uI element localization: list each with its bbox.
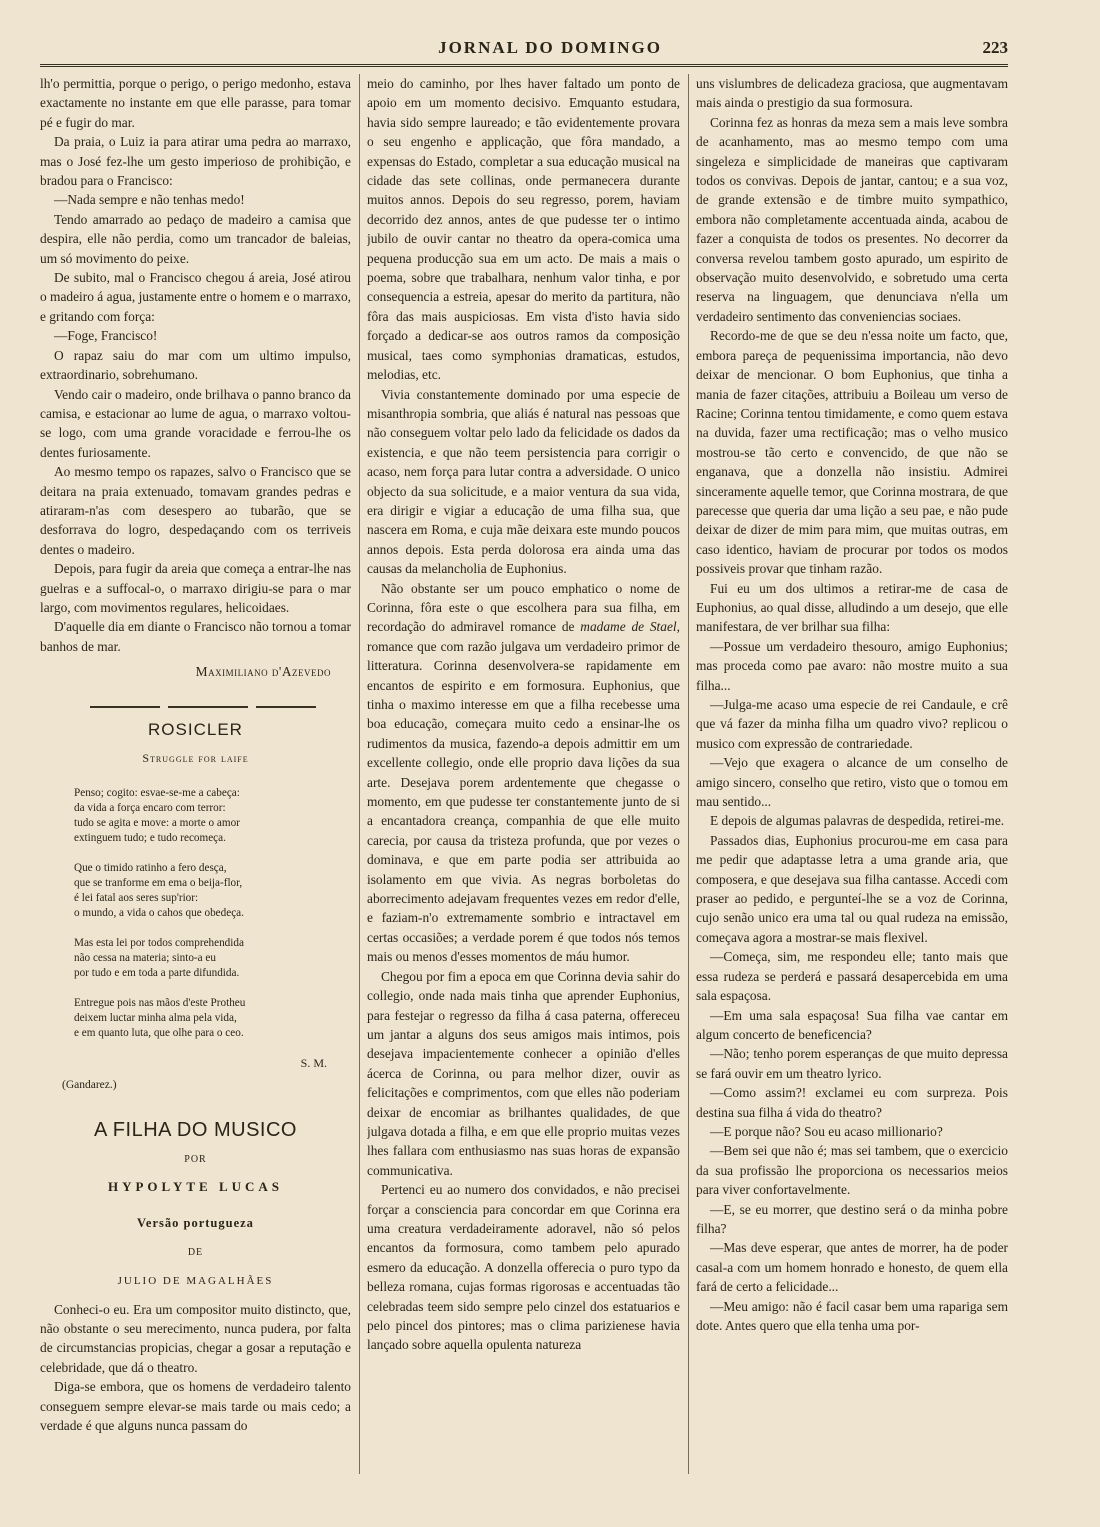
poem-line: que se tranforme em ema o beija-flor, [74,877,243,890]
header-rule [40,64,1008,67]
column-3 [696,74,1008,1474]
article-author: Maximiliano d'Azevedo [195,664,331,680]
poem-signature: S. M. [300,1056,327,1071]
poem-stanza [74,861,351,921]
poem-line: Penso; cogito: esvae-se-me a cabeça: [74,787,240,800]
paragraph: Da praia, o Luiz ia para atirar uma pedra ao marraxo, mas o José fez-lhe um gesto imperioso de prohibição, e bradou para o Francisco: [40,134,351,189]
paragraph: —Mas deve esperar, que antes de morrer, ha de poder casal-a com um homem honrado e honesto, de quem ella fará de certo a felicidade... [696,1240,1008,1295]
paragraph: —Nada sempre e não tenhas medo! [54,192,245,208]
paragraph: Recordo-me de que se deu n'essa noite um facto, que, embora pareça de pequenissima importancia, não devo deixar de mencionar. O bom Euphonius, que tinha a mania de fazer citações, attribuiu a Boileau um verso de Racine; Corinna tentou timidamente, e como quem estava na duvida, fazer uma rectificação; mas o velho musico mostrou-se tão certo e convencido, de que não se enganava, que a donzella não insistiu. Admirei sinceramente aquelle temor, que Corinna mostrara, de que parecesse que queria dar uma lição a seu pae, e não pude deixar de dizer de mim para mim, que muitas outras, em caso identico, haviam de procurar por todos os modos possiveis provar que tinham razão. [696,328,1008,577]
paragraph: Fui eu um dos ultimos a retirar-me de casa de Euphonius, ao qual disse, alludindo a um desejo, que elle manifestara, de ver brilhar sua filha: [696,580,1008,635]
poem-line: por tudo e em toda a parte difundida. [74,967,240,980]
paragraph: Vivia constantemente dominado por uma especie de misanthropia sombria, que aliás é natural nas pessoas que não conseguem voltar pelo lado da felicidade os dados da existencia, e que não teem persistencia para corrigir o acaso, nem força para lutar contra a adversidade. O unico objecto da sua solicitude, e a maior ventura da sua vida, era dirigir e vigiar a educação de uma filha sua, que nascera em Roma, e cuja mãe deixara este mundo poucos annos depois. Esta perda dolorosa era ainda uma das causas da melancholia de Euphonius. [367,386,680,577]
page-header [0,0,1100,70]
poem-stanza [74,996,351,1041]
column-2 [367,74,680,1474]
poem-line: extinguem tudo; e tudo recomeça. [74,832,226,845]
paragraph: meio do caminho, por lhes haver faltado um ponto de apoio em um momento decisivo. Emquanto estudara, havia sido sempre laureado; e tão evidentemente provara o seu engenho e applicação, que fôra mandado, a expensas do Estado, completar a sua educação musical na cidade das sete collinas, onde permanecera durante muitos annos. Depois do seu regresso, porem, haviam decorrido dez annos, antes de que pudesse ter o intimo jubilo de ouvir cantar no theatro da opera-comica uma pequena producção sua em um acto. De mais a mais o poema, sobre que trabalhara, nenhum valor tinha, e por consequencia a estreia, apesar do merito da partitura, não fôra das mais auspiciosas. Em vista d'isto havia sido forçado a dedicar-se aos outros ramos da composição musical, taes como symphonias dramaticas, estudos, melodias, etc. [367,76,680,383]
paragraph: lh'o permittia, porque o perigo, o perigo medonho, estava exactamente no instante em que elle parasse, para tomar pé e fugir do mar. [40,76,351,130]
paragraph: —Julga-me acaso uma especie de rei Candaule, e crê que vá fazer da minha filha um quadro vivo? replicou o musico com expressão de contrariedade. [696,697,1008,751]
paragraph: Conheci-o eu. Era um compositor muito distincto, que, não obstante o seu merecimento, nunca pudera, por falta de circumstancias propicias, chegar a gosar a reputação e celebridade, que dá o theatro. [40,1301,351,1375]
story-translator: JULIO DE MAGALHÃES [117,1275,274,1288]
paragraph: —Vejo que exagera o alcance de um conselho de amigo sincero, conselho que retiro, visto que o tomou em mau sentido... [696,755,1008,810]
paragraph: uns vislumbres de delicadeza graciosa, que augmentavam mais ainda o prestigio da sua formosura. [696,76,1008,111]
poem-line: deixem luctar minha alma pela vida, [74,1012,237,1025]
paragraph: Corinna fez as honras da meza sem a mais leve sombra de acanhamento, mas ao mesmo tempo com uma singeleza e simplicidade de maneiras que captivaram todos os convivas. Depois de jantar, cantou; e a sua voz, de grande extensão e de timbre muito sympathico, embora não completamente accentuada ainda, acabou de fazer a conquista de todos os presentes. No decorrer da conversa revelou tambem gosto apurado, um espirito de observação muito desenvolvido, e sobretudo uma certa reserva na linguagem, que denunciava n'ella um verdadeiro sentimento das conveniencias sociaes. [696,114,1008,324]
paragraph [367,579,680,967]
italic-title: madame de Stael [580,619,677,635]
story-title: A FILHA DO MUSICO [94,1119,297,1142]
poem-line: Que o timido ratinho a fero desça, [74,862,227,875]
page-number: 223 [982,38,1008,57]
paragraph: —Como assim?! exclamei eu com surpreza. Pois destina sua filha á vida do theatro? [696,1085,1008,1120]
poem-place: (Gandarez.) [62,1078,117,1091]
column-divider [688,74,689,1474]
paragraph: Diga-se embora, que os homens de verdadeiro talento conseguem sempre elevar-se mais tarde ou mais cedo; a verdade é que alguns nunca passam do [40,1379,351,1434]
paragraph: O rapaz saiu do mar com um ultimo impulso, extraordinario, sobrehumano. [40,347,351,383]
poem-line: e em quanto luta, que olhe para o ceo. [74,1027,244,1040]
paragraph: Depois, para fugir da areia que começa a entrar-lhe nas guelras e a suffocal-o, o marraxo dirigiu-se para o mar largo, com movimentos regulares, helicoidaes. [40,561,351,615]
paragraph: Tendo amarrado ao pedaço de madeiro a camisa que despira, elle não perdia, como um trancador de baleias, um só movimento do peixe. [40,211,351,266]
poem-line: é lei fatal aos seres sup'rior: [74,892,199,905]
poem-line: da vida a força encaro com terror: [74,802,226,815]
poem-stanza [74,936,351,981]
poem-line: o mundo, a vida o cahos que obedeça. [74,907,244,920]
paragraph: —Meu amigo: não é facil casar bem uma rapariga sem dote. Antes quero que ella tenha uma por- [696,1298,1008,1333]
paragraph: —Não; tenho porem esperanças de que muito depressa se fará ouvir em um theatro lyrico. [696,1046,1008,1081]
paragraph: —Foge, Francisco! [54,328,158,344]
poem-subtitle: Struggle for laife [142,751,249,765]
column-1 [40,74,351,1474]
masthead: JORNAL DO DOMINGO [438,38,662,57]
paragraph: —Em uma sala espaçosa! Sua filha vae cantar em algum concerto de beneficencia? [696,1007,1008,1042]
paragraph: Ao mesmo tempo os rapazes, salvo o Francisco que se deitara na praia extenuado, tomavam grandes pedras e atiraram-n'as com desespero ao tubarão, que se desforrava do logro, despedaçando com os terriveis dentes o madeiro. [40,464,351,557]
paragraph: Chegou por fim a epoca em que Corinna devia sahir do collegio, onde nada mais tinha que aprender Euphonius, para festejar o regresso da filha á casa paterna, offereceu um jantar a alguns dos seus amigos mais intimos, pois desejava impacientemente conhecer a opinião d'elles ácerca de Corinna, ou para melhor dizer, ouvir as felicitações e comprimentos, com que elles não poderiam deixar de encomiar as brilhantes qualidades, de que julgava dotada a filha, e em que elle proprio muitas vezes lhes fallara com enthusiasmo nas suas horas de expansão communicativa. [367,968,680,1178]
poem-line: Entregue pois nas mãos d'este Protheu [74,997,246,1010]
text-run: , romance que com razão julgava um verdadeiro primor de litteratura. Corinna desenvolvera-se rapidamente em encantos de espirito e em formosura. Euphonius, que tinha o maximo interesse em que a filha recebesse uma boa educação, começara muito cedo a ensinar-lhe os rudimentos da musica, fazendo-a depois admittir em um excellente collegio, onde elle proprio dava lições da sua arte. Desejava porem ardentemente que chegasse o momento, em que pudesse ter constantemente junto de si a encantadora creança, companhia de que elle muito carecia, por causa da tristeza profunda, que por vezes o dominava, e que em parte podia ser attribuida ao isolamento em que vivia. As negras borboletas do aborrecimento adejavam frequentes vezes em redor d'elle, e faziam-n'o extremamente sombrio e intractavel em certas occasiões; a verdade porem é que todos nós temos mais ou menos d'esses momentos de máu humor. [367,619,680,965]
text-run: Não obstante ser um pouco emphatico o nome de Corinna, fôra este o que escolhera para sua filha, em recordação do admiravel romance de [367,580,680,635]
poem-title: ROSICLER [148,719,243,739]
story-author: HYPOLYTE LUCAS [107,1179,284,1195]
paragraph: D'aquelle dia em diante o Francisco não tornou a tomar banhos de mar. [40,619,351,654]
story-version: Versão portugueza [137,1216,254,1231]
story-de: DE [187,1246,204,1258]
poem-stanza [74,786,351,846]
paragraph: E depois de algumas palavras de despedida, retirei-me. [710,813,1005,829]
paragraph: —E porque não? Sou eu acaso millionario? [710,1123,943,1139]
poem-line: tudo se agita e move: a morte o amor [74,817,240,830]
story-por: POR [184,1153,207,1165]
paragraph: De subito, mal o Francisco chegou á areia, José atirou o madeiro á agua, justamente entre o homem e o marraxo, e gritando com força: [40,270,351,324]
poem-body [74,786,351,1041]
column-divider [359,74,360,1474]
poem-line: não cessa na materia; sinto-a eu [74,952,216,965]
paragraph: —E, se eu morrer, que destino será o da minha pobre filha? [696,1201,1008,1236]
paragraph: —Bem sei que não é; mas sei tambem, que o exercicio da sua profissão lhe proporciona os necessarios meios para viver confortavelmente. [696,1143,1008,1198]
section-separator [40,682,351,716]
paragraph: —Começa, sim, me respondeu elle; tanto mais que essa rudeza se perderá e passará desapercebida em uma sala espaçosa. [696,949,1008,1004]
poem-line: Mas esta lei por todos comprehendida [74,937,244,950]
paragraph: Pertenci eu ao numero dos convidados, e não precisei forçar a consciencia para concordar em que Corinna era uma creatura verdadeiramente adoravel, não só pelos encantos da formosura, como tambem pelo apurado esmero da educação. A donzella offerecia o puro typo da belleza romana, cujas formas rigorosas e accentuadas tão celebradas teem sido sempre pelo cinzel dos estatuarios e pelo pincel dos pintores; mas o clima parizienese havia lançado sobre aquella opulenta natureza [367,1182,680,1353]
paragraph: Passados dias, Euphonius procurou-me em casa para me pedir que adaptasse letra a uma grande aria, que composera, e que desejava sua filha cantasse. Accedi com praser ao pedido, e pergunteí-lhe se a voz de Corinna, cujo senão unico era uma tal ou qual rudeza na emissão, começava agora a mostrar-se mais flexivel. [696,832,1008,945]
paragraph: Vendo cair o madeiro, onde brilhava o panno branco da camisa, e estacionar ao lume de agua, o marraxo voltou-se logo, com uma grande voracidade e ferrou-lhe os dentes furiosamente. [40,386,351,460]
paragraph: —Possue um verdadeiro thesouro, amigo Euphonius; mas proceda como pae avaro: não mostre muito a sua filha... [696,638,1008,693]
